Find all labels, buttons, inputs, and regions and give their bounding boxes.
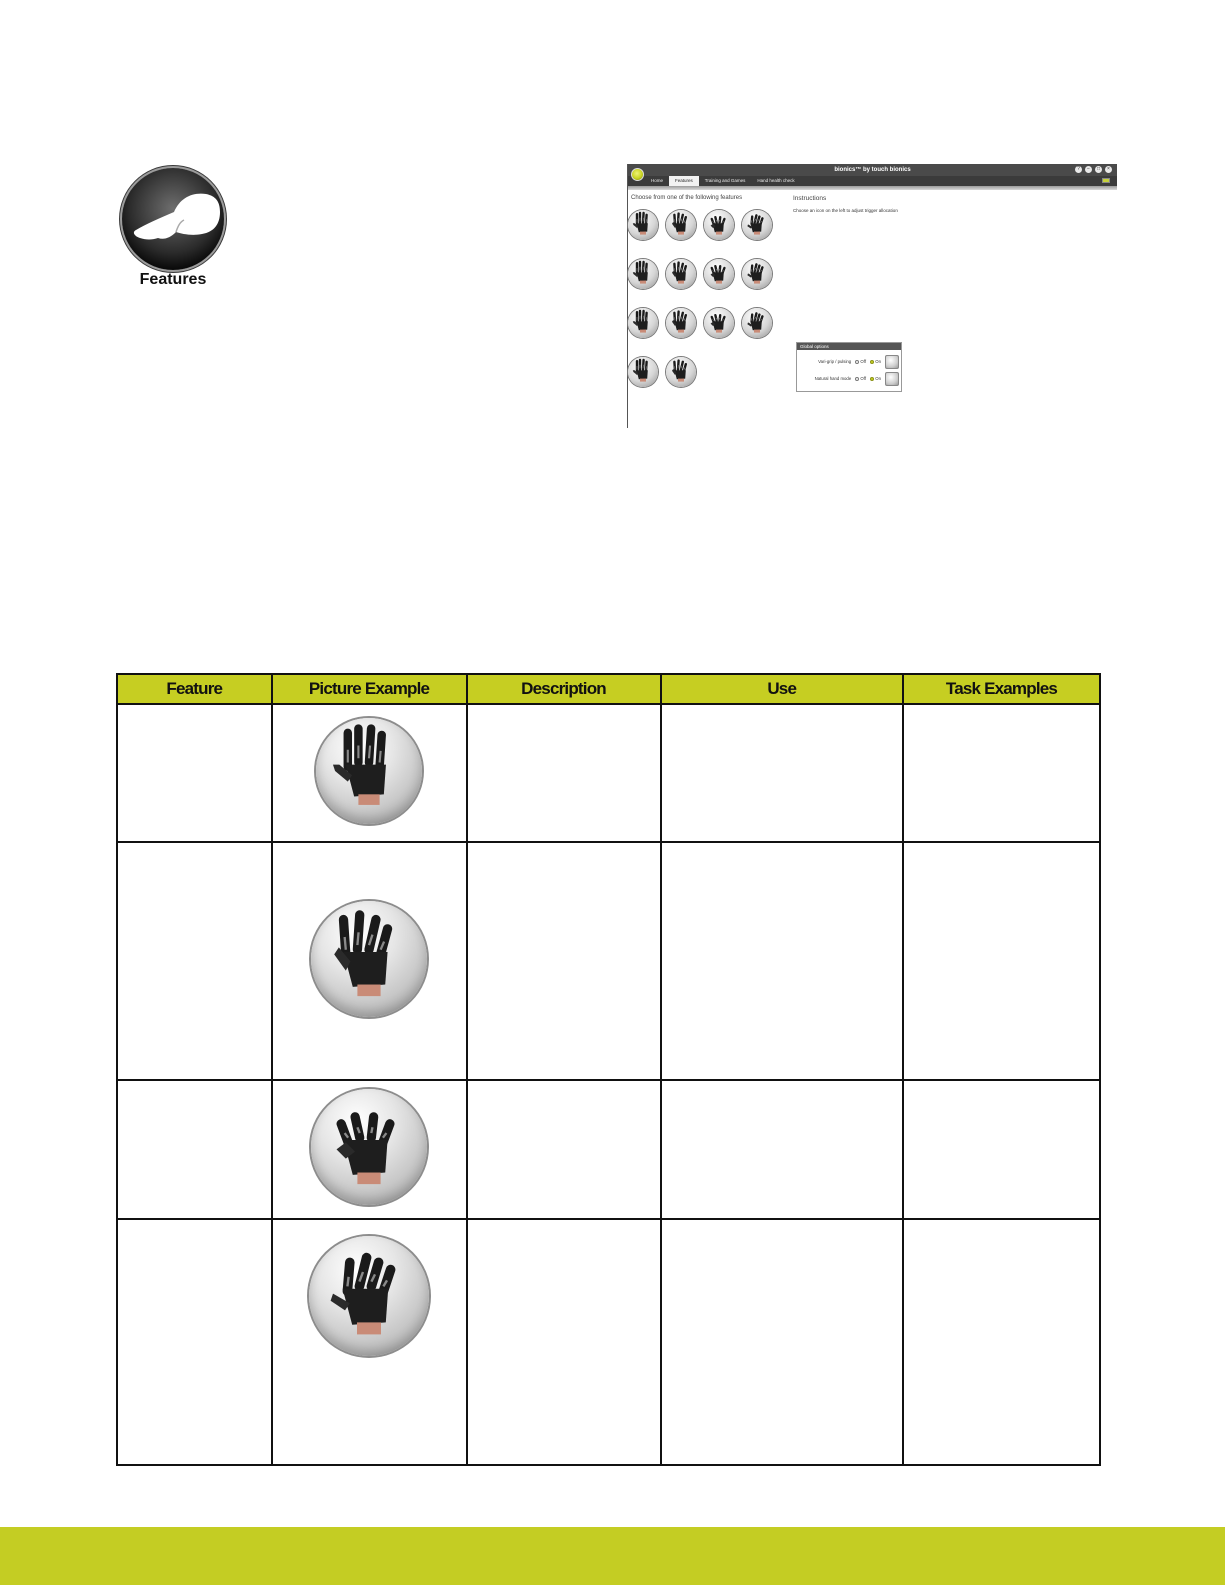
- maximize-button[interactable]: □: [1096, 166, 1101, 172]
- feature-icon-button[interactable]: [742, 259, 772, 289]
- tab-list: [645, 176, 801, 186]
- feature-cell: [117, 842, 272, 1080]
- tab-training-and-games[interactable]: Training and Games: [704, 178, 746, 183]
- close-button[interactable]: ×: [1105, 166, 1112, 173]
- header-picture-example: Picture Example: [272, 674, 467, 704]
- table-row: [117, 1080, 1100, 1219]
- natural-hand-hand-icon[interactable]: [885, 372, 899, 386]
- picture-cell: [272, 842, 467, 1080]
- feature-icon-button[interactable]: [628, 259, 658, 289]
- global-options-title: Global options: [797, 343, 901, 350]
- feature-cell: [117, 704, 272, 842]
- app-window-screenshot: [627, 164, 1116, 428]
- description-cell: [467, 842, 661, 1080]
- use-cell: [661, 704, 903, 842]
- feature-icon-button[interactable]: [704, 210, 734, 240]
- hand-lateral-pinch-icon: [309, 1236, 429, 1356]
- hand-precision-pinch-icon: [311, 901, 427, 1017]
- tab-home[interactable]: Home: [651, 178, 664, 183]
- picture-cell: [272, 704, 467, 842]
- features-table-wrap: [116, 673, 1101, 1466]
- header-feature: Feature: [117, 674, 272, 704]
- battery-icon: [1102, 178, 1110, 183]
- feature-icon-button[interactable]: [742, 308, 772, 338]
- table-header-row: [117, 674, 1100, 704]
- choose-feature-text: Choose from one of the following features: [631, 195, 743, 201]
- header-use: Use: [661, 674, 903, 704]
- description-cell: [467, 704, 661, 842]
- table-row: [117, 704, 1100, 842]
- help-button[interactable]: ?: [1075, 166, 1082, 173]
- task-examples-cell: [903, 1080, 1100, 1219]
- global-options-panel: [796, 342, 902, 392]
- tab-hand-health-check[interactable]: Hand health check: [757, 178, 795, 183]
- feature-cell: [117, 1219, 272, 1465]
- feature-icon-button[interactable]: [666, 259, 696, 289]
- natural-hand-option: [797, 376, 881, 381]
- picture-cell: [272, 1080, 467, 1219]
- use-cell: [661, 1080, 903, 1219]
- window-title: bionics™ by touch bionics: [628, 164, 1117, 176]
- use-cell: [661, 1219, 903, 1465]
- feature-icon-button[interactable]: [628, 210, 658, 240]
- instructions-text: Choose an icon on the left to adjust trigger allocation: [793, 208, 898, 213]
- divider: [628, 186, 1117, 190]
- feature-cell: [117, 1080, 272, 1219]
- header-task-examples: Task Examples: [903, 674, 1100, 704]
- vari-grip-on-label: On: [875, 359, 881, 364]
- window-controls: [1075, 166, 1112, 173]
- features-label: Features: [139, 271, 207, 288]
- features-table: [116, 673, 1101, 1466]
- feature-icon-button[interactable]: [704, 308, 734, 338]
- task-examples-cell: [903, 842, 1100, 1080]
- vari-grip-off-label: Off: [860, 359, 867, 364]
- description-cell: [467, 1080, 661, 1219]
- vari-grip-option: [797, 359, 881, 364]
- header-description: Description: [467, 674, 661, 704]
- vari-grip-on-radio[interactable]: [870, 360, 874, 364]
- vari-grip-label: Vari-grip / pulsing: [818, 359, 852, 364]
- feature-icon-button[interactable]: [628, 308, 658, 338]
- footer-band: [0, 1527, 1225, 1585]
- feature-icon-button[interactable]: [666, 357, 696, 387]
- feature-icon-button[interactable]: [666, 210, 696, 240]
- hand-power-grip-icon: [311, 1089, 427, 1205]
- app-logo-icon: [631, 168, 644, 181]
- features-logo: [118, 165, 228, 290]
- table-row: [117, 1219, 1100, 1465]
- minimize-button[interactable]: −: [1085, 166, 1092, 173]
- instructions-title: Instructions: [793, 195, 827, 202]
- feature-icon-button[interactable]: [742, 210, 772, 240]
- description-cell: [467, 1219, 661, 1465]
- natural-hand-off-label: Off: [860, 376, 867, 381]
- task-examples-cell: [903, 704, 1100, 842]
- table-row: [117, 842, 1100, 1080]
- natural-hand-on-radio[interactable]: [870, 377, 874, 381]
- natural-hand-off-radio[interactable]: [855, 377, 859, 381]
- vari-grip-hand-icon[interactable]: [885, 355, 899, 369]
- hand-open-pinch-icon: [316, 718, 422, 824]
- natural-hand-on-label: On: [875, 376, 881, 381]
- feature-icon-button[interactable]: [704, 259, 734, 289]
- use-cell: [661, 842, 903, 1080]
- feature-icon-button[interactable]: [628, 357, 658, 387]
- feature-icon-button[interactable]: [666, 308, 696, 338]
- pointing-hand-icon: [122, 168, 224, 270]
- feature-icon-grid: [628, 206, 788, 396]
- vari-grip-off-radio[interactable]: [855, 360, 859, 364]
- tab-features[interactable]: Features: [669, 176, 699, 186]
- picture-cell: [272, 1219, 467, 1465]
- task-examples-cell: [903, 1219, 1100, 1465]
- natural-hand-label: Natural hand mode: [814, 376, 852, 381]
